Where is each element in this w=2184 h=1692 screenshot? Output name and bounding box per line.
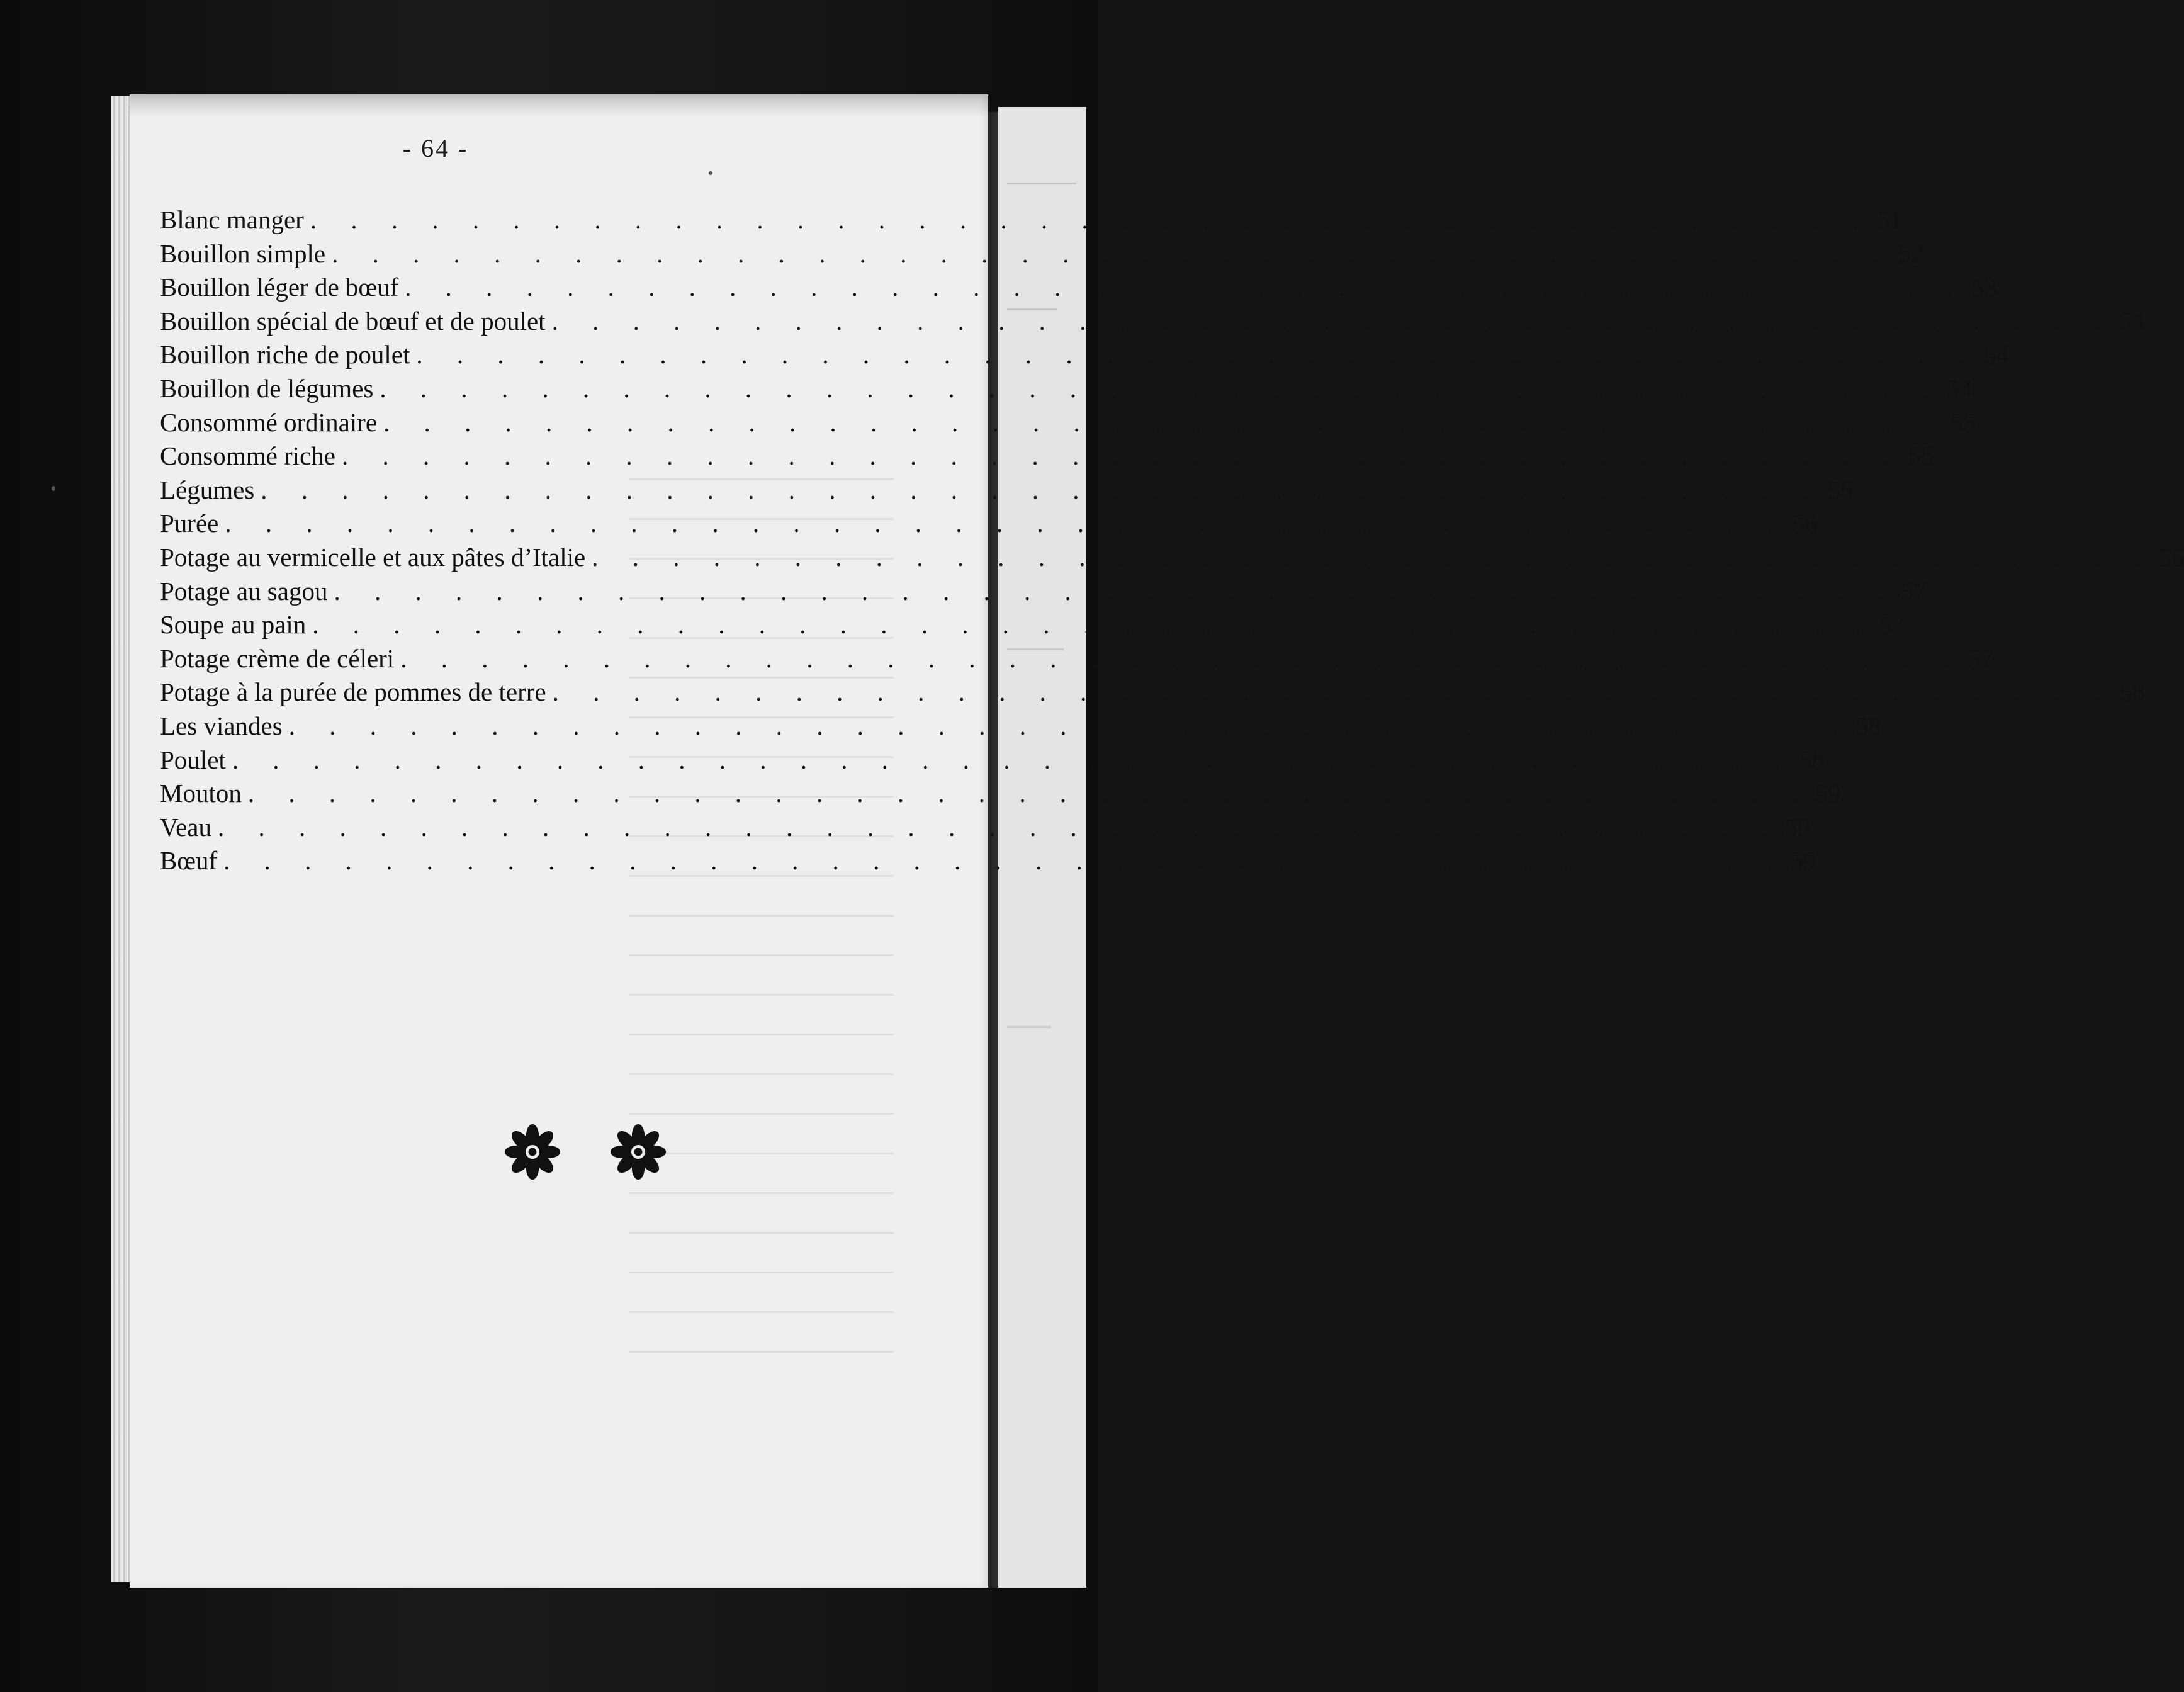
page-number: - 64 -	[402, 134, 469, 162]
toc-entry-page: 52	[1898, 239, 1925, 268]
toc-entry	[160, 441, 1935, 475]
toc-dot-leader: . . . . . . . . . . . . . . . . . . . . . . . . . . . . . . . . . . . . . . .	[232, 745, 1796, 774]
toc-entry-page: 54	[2118, 306, 2144, 336]
rosette-ornament-icon	[504, 1123, 561, 1181]
toc-entry-page: 58	[1799, 745, 1825, 774]
rosette-ornament-icon	[609, 1123, 667, 1181]
toc-entry-title: Purée	[160, 509, 219, 538]
toc-entry	[160, 205, 1903, 239]
toc-entry-page: 55	[1950, 407, 1976, 437]
ornament-group	[504, 1123, 692, 1186]
toc-entry-title: Légumes	[160, 475, 255, 504]
toc-entry-title: Veau	[160, 812, 211, 842]
toc-entry-page: 55	[1908, 441, 1935, 471]
toc-entry-title: Soupe au pain	[160, 610, 307, 640]
toc-entry	[160, 609, 1905, 643]
paper-speck	[709, 171, 712, 175]
toc-entry	[160, 711, 1881, 745]
toc-entry-page: 59	[1815, 779, 1841, 808]
toc-entry	[160, 576, 1927, 610]
toc-entry-page: 54	[1983, 340, 2009, 369]
toc-entry-title: Potage crème de céleri	[160, 643, 395, 673]
toc-dot-leader: . . . . . . . . . . . . . . . . . . . . . . . . . . . . . . . . . . . . . . .	[552, 677, 2115, 707]
toc-entry	[160, 239, 1925, 273]
paper-speck	[52, 486, 55, 491]
toc-entry	[160, 643, 1993, 677]
toc-entry-page: 59	[1790, 846, 1816, 876]
toc-dot-leader: . . . . . . . . . . . . . . . . . . . . . . . . . . . . . . . . . . . . . . .	[247, 779, 1811, 808]
toc-dot-leader: . . . . . . . . . . . . . . . . . . . . . . . . . . . . . . . . . . . . . . .	[592, 542, 2155, 572]
toc-dot-leader: . . . . . . . . . . . . . . . . . . . . . . . . . . . . . . . . . . . . . . .	[380, 373, 1943, 403]
toc-entry-title: Consommé riche	[160, 441, 335, 471]
toc-dot-leader: . . . . . . . . . . . . . . . . . . . . . . . . . . . . . . . . . . . . . . .	[332, 239, 1895, 268]
toc-entry-title: Potage au sagou	[160, 576, 328, 606]
toc-entry-title: Consommé ordinaire	[160, 407, 378, 437]
toc-dot-leader: . . . . . . . . . . . . . . . . . . . . . . . . . . . . . . . . . . . . . . .	[225, 509, 1788, 538]
table-of-contents	[160, 205, 2184, 879]
toc-dot-leader: . . . . . . . . . . . . . . . . . . . . . . . . . . . . . . . . . . . . . . .	[223, 846, 1787, 876]
toc-dot-leader: . . . . . . . . . . . . . . . . . . . . . . . . . . . . . . . . . . . . . . .	[334, 576, 1897, 606]
toc-entry-page: 54	[1946, 373, 1973, 403]
toc-entry	[160, 373, 1973, 407]
toc-entry-title: Bouillon léger de bœuf	[160, 273, 399, 302]
toc-entry	[160, 677, 2145, 711]
toc-entry	[160, 845, 1816, 879]
toc-entry	[160, 778, 1841, 812]
toc-dot-leader: . . . . . . . . . . . . . . . . . . . . . . . . . . . . . . . . . . . . . . .	[341, 441, 1905, 471]
toc-entry-page: 59	[1784, 812, 1811, 842]
toc-dot-leader: . . . . . . . . . . . . . . . . . . . . . . . . . . . . . . . . . . . . . . .	[261, 475, 1824, 504]
toc-dot-leader: . . . . . . . . . . . . . . . . . . . . . . . . . . . . . . . . . . . . . . .	[288, 711, 1852, 740]
toc-entry-page: 58	[1855, 711, 1881, 740]
toc-dot-leader: . . . . . . . . . . . . . . . . . . . . . . . . . . . . . . . . . . . . . . .	[416, 340, 1979, 369]
toc-entry-title: Les viandes	[160, 711, 283, 740]
toc-entry-page: 53	[1971, 273, 1998, 302]
toc-entry	[160, 306, 2144, 340]
toc-dot-leader: . . . . . . . . . . . . . . . . . . . . . . . . . . . . . . . . . . . . . . .	[551, 306, 2115, 336]
toc-entry	[160, 339, 2009, 373]
toc-entry	[160, 272, 1998, 306]
toc-dot-leader: . . . . . . . . . . . . . . . . . . . . . . . . . . . . . . . . . . . . . . .	[400, 643, 1964, 673]
toc-dot-leader: . . . . . . . . . . . . . . . . . . . . . . . . . . . . . . . . . . . . . . .	[405, 273, 1968, 302]
toc-entry-title: Blanc manger	[160, 205, 304, 234]
toc-entry-page: 57	[1967, 643, 1993, 673]
toc-entry-title: Bœuf	[160, 846, 218, 876]
toc-entry-title: Bouillon de légumes	[160, 373, 374, 403]
toc-entry-title: Bouillon riche de poulet	[160, 340, 410, 369]
toc-entry	[160, 508, 1818, 542]
toc-dot-leader: . . . . . . . . . . . . . . . . . . . . . . . . . . . . . . . . . . . . . . .	[310, 205, 1874, 234]
toc-entry-title: Bouillon spécial de bœuf et de poulet	[160, 306, 546, 336]
toc-entry-title: Poulet	[160, 745, 226, 774]
toc-dot-leader: . . . . . . . . . . . . . . . . . . . . . . . . . . . . . . . . . . . . . . .	[312, 610, 1876, 640]
toc-entry-page: 51	[1877, 205, 1903, 234]
toc-entry-title: Mouton	[160, 779, 242, 808]
toc-entry	[160, 475, 1854, 509]
toc-entry-page: 56	[1791, 509, 1818, 538]
toc-entry-page: 57	[1879, 610, 1905, 640]
toc-entry-title: Potage au vermicelle et aux pâtes d’Italie	[160, 542, 586, 572]
toc-entry	[160, 407, 1976, 441]
toc-entry-page: 56	[1827, 475, 1854, 504]
toc-entry	[160, 812, 1811, 846]
toc-dot-leader: . . . . . . . . . . . . . . . . . . . . . . . . . . . . . . . . . . . . . . .	[383, 407, 1947, 437]
toc-dot-leader: . . . . . . . . . . . . . . . . . . . . . . . . . . . . . . . . . . . . . . .	[217, 812, 1781, 842]
toc-entry	[160, 745, 1825, 779]
toc-entry-page: 57	[1900, 576, 1927, 606]
toc-entry-page: 56	[2158, 542, 2184, 572]
page-top-shadow	[130, 94, 988, 117]
toc-entry-page: 58	[2119, 677, 2145, 707]
toc-entry	[160, 542, 2184, 576]
toc-entry-title: Bouillon simple	[160, 239, 326, 268]
toc-entry-title: Potage à la purée de pommes de terre	[160, 677, 546, 707]
